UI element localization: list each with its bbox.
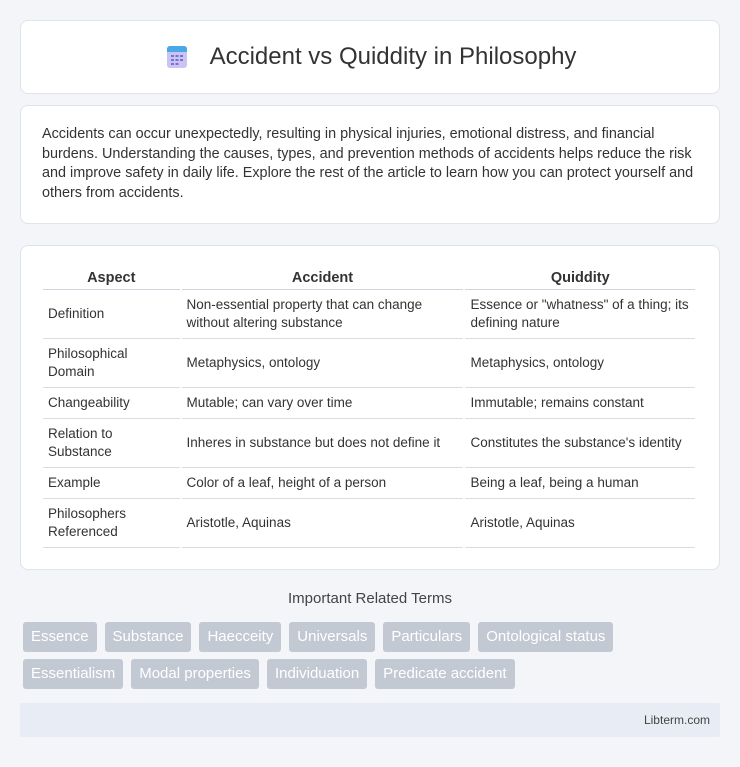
tag-substance[interactable]: Substance — [105, 622, 192, 652]
table-row — [43, 388, 695, 419]
table-cell: Being a leaf, being a human — [465, 468, 695, 499]
table-cell: Relation to Substance — [43, 419, 180, 468]
table-row — [43, 339, 695, 388]
header-card — [20, 20, 720, 94]
tag-essentialism[interactable]: Essentialism — [23, 659, 123, 689]
table-row — [43, 468, 695, 499]
comparison-table — [41, 266, 697, 548]
table-cell: Color of a leaf, height of a person — [182, 468, 464, 499]
table-cell: Aristotle, Aquinas — [465, 499, 695, 548]
table-cell: Essence or "whatness" of a thing; its defining nature — [465, 290, 695, 339]
table-header-row — [43, 266, 695, 290]
tag-particulars[interactable]: Particulars — [383, 622, 470, 652]
tag-predicate-accident[interactable]: Predicate accident — [375, 659, 514, 689]
footer — [20, 703, 720, 737]
tag-haecceity[interactable]: Haecceity — [199, 622, 281, 652]
table-cell: Mutable; can vary over time — [182, 388, 464, 419]
table-cell: Aristotle, Aquinas — [182, 499, 464, 548]
table-cell: Example — [43, 468, 180, 499]
footer-site-link[interactable]: Libterm.com — [643, 713, 710, 727]
tag-row — [23, 659, 723, 689]
table-cell: Philosophical Domain — [43, 339, 180, 388]
table-cell: Non-essential property that can change without altering substance — [182, 290, 464, 339]
table-cell: Constitutes the substance's identity — [465, 419, 695, 468]
tag-universals[interactable]: Universals — [289, 622, 375, 652]
tag-essence[interactable]: Essence — [23, 622, 97, 652]
tag-row — [23, 622, 723, 652]
table-row — [43, 419, 695, 468]
intro-card — [20, 105, 720, 224]
table-row — [43, 499, 695, 548]
intro-paragraph: Accidents can occur unexpectedly, resulting in physical injuries, emotional distress, and financial burdens. Understanding the causes, types, and prevention methods of accidents helps reduce the risk and improve safety in daily life. Explore the rest of the article to learn how you can protect yourself and others from accidents. — [42, 126, 694, 201]
table-cell: Metaphysics, ontology — [465, 339, 695, 388]
tag-ontological-status[interactable]: Ontological status — [478, 622, 613, 652]
related-terms-heading: Important Related Terms — [288, 590, 452, 607]
tag-modal-properties[interactable]: Modal properties — [131, 659, 259, 689]
table-cell: Inheres in substance but does not define it — [182, 419, 464, 468]
table-cell: Immutable; remains constant — [465, 388, 695, 419]
table-cell: Philosophers Referenced — [43, 499, 180, 548]
comparison-table-card — [20, 245, 720, 570]
column-header-accident: Accident — [182, 266, 464, 290]
table-cell: Definition — [43, 290, 180, 339]
tag-individuation[interactable]: Individuation — [267, 659, 367, 689]
page-title: Accident vs Quiddity in Philosophy — [209, 43, 577, 70]
table-cell: Metaphysics, ontology — [182, 339, 464, 388]
title-wrap — [164, 43, 577, 71]
table-cell: Changeability — [43, 388, 180, 419]
column-header-aspect: Aspect — [43, 266, 180, 290]
column-header-quiddity: Quiddity — [465, 266, 695, 290]
document-icon — [164, 44, 190, 70]
table-row — [43, 290, 695, 339]
related-terms-tags — [23, 622, 723, 696]
